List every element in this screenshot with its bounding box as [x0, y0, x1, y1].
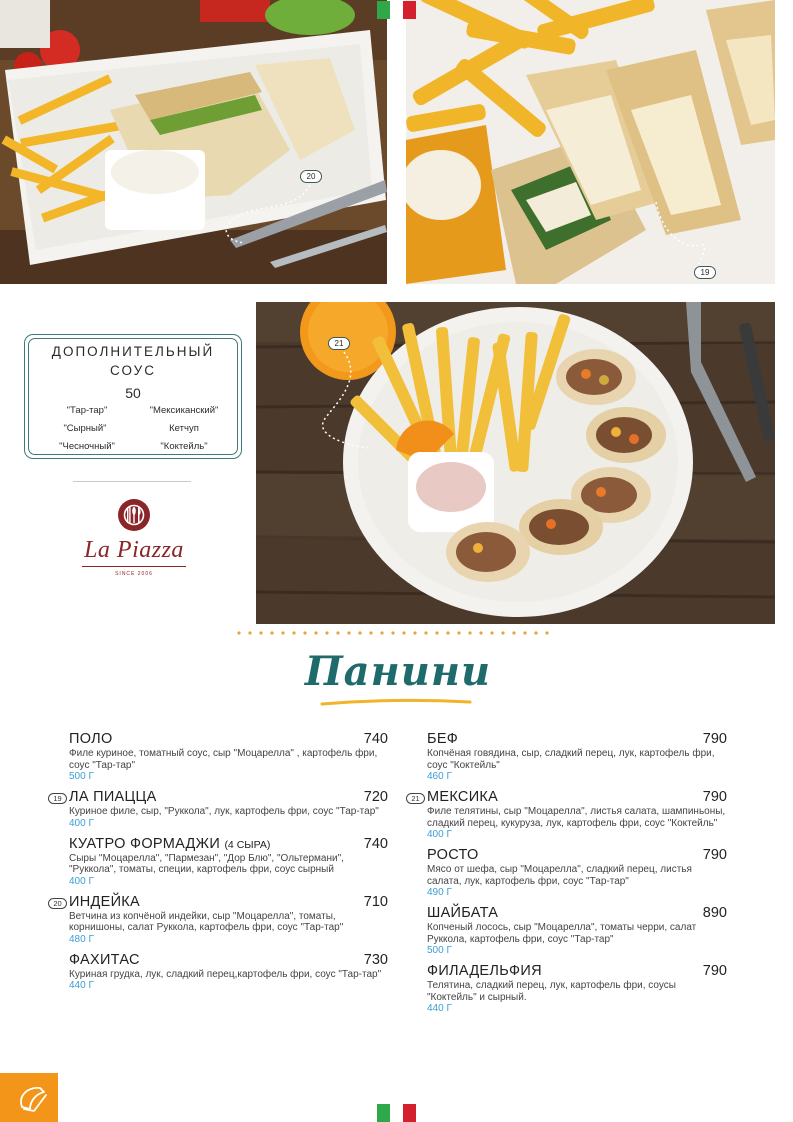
- italian-flag-icon: [377, 1, 416, 19]
- item-name: ФАХИТАС: [69, 951, 140, 968]
- item-note: (4 СЫРА): [224, 838, 271, 851]
- item-description: Ветчина из копчёной индейки, сыр "Моцарелла", томаты, корнишоны, салат Руккола, картофель фри, соус "Тар-тар": [69, 910, 344, 933]
- photo-ref-badge: 20: [48, 898, 67, 909]
- menu-item: [427, 963, 727, 1014]
- logo-underline: [82, 566, 186, 567]
- menu-column-right: [411, 731, 727, 1021]
- dotted-pointer-line: [651, 200, 711, 266]
- item-price: 790: [702, 731, 727, 747]
- sauce-price: 50: [125, 385, 141, 401]
- divider: [73, 481, 191, 482]
- la-piazza-logo: La Piazza: [84, 537, 184, 563]
- item-name: ШАЙБАТА: [427, 905, 499, 921]
- menu-item: [427, 905, 727, 956]
- dotted-pointer-line: [314, 350, 384, 450]
- section-title: Панини: [304, 648, 492, 695]
- item-description: Копченый лосось, сыр "Моцарелла", томаты черри, салат Руккола, картофель фри, соус "Тар-тар": [427, 922, 697, 945]
- sauce-option: "Коктейль": [160, 441, 208, 452]
- item-weight: 500 Г: [69, 771, 94, 782]
- photo-panini-indeyka: [0, 0, 387, 284]
- menu-item: [69, 731, 388, 782]
- sauce-option: "Мексиканский": [149, 405, 219, 416]
- italian-flag-icon: [377, 1104, 416, 1122]
- item-description: Мясо от шефа, сыр "Моцарелла", сладкий перец, листья салата, лук, картофель фри, соус "Тар-тар": [427, 864, 692, 887]
- menu-item: [69, 952, 388, 992]
- item-price: 740: [363, 731, 388, 747]
- item-weight: 400 Г: [427, 829, 452, 840]
- item-price: 790: [702, 963, 727, 979]
- photo-marker-badge: 19: [694, 266, 716, 279]
- item-name: КУАТРО ФОРМАДЖИ (4 СЫРА): [69, 835, 271, 852]
- photo-marker-badge: 20: [300, 170, 322, 183]
- logo-since: SINCE 2006: [115, 571, 153, 577]
- item-name: ЛА ПИАЦЦА: [69, 789, 157, 805]
- item-description: Филе куриное, томатный соус, сыр "Моцарелла" , картофель фри, соус "Тар-тар": [69, 748, 378, 771]
- photo-ref-badge: 21: [406, 793, 425, 804]
- item-weight: 500 Г: [427, 945, 452, 956]
- item-description: Куриное филе, сыр, "Руккола", лук, картофель фри, соус "Тар-тар": [69, 806, 379, 817]
- sauce-option: "Тар-тар": [66, 405, 108, 416]
- dotted-divider: [237, 631, 557, 635]
- photo-panini-la-piazza: [406, 0, 775, 284]
- item-description: Филе телятины, сыр "Моцарелла", листья салата, шампиньоны, сладкий перец, кукуруза, лук, картофель фри, соус "Коктейль": [427, 806, 726, 829]
- item-price: 790: [702, 847, 727, 863]
- item-name: МЕКСИКА: [427, 789, 499, 805]
- extra-sauce-box: [24, 334, 242, 459]
- menu-item: [53, 893, 388, 945]
- item-description: Сыры "Моцарелла", "Пармезан", "Дор Блю", "Ольтермани", "Руккола", томаты, специи, картофель фри, соус сырный: [69, 852, 344, 875]
- item-price: 890: [702, 905, 727, 921]
- item-name: БЕФ: [427, 731, 459, 747]
- sauce-option: "Чесночный": [59, 441, 115, 452]
- sauce-option: "Сырный": [63, 423, 107, 434]
- sauce-title: ДОПОЛНИТЕЛЬНЫЙ: [51, 344, 215, 359]
- dotted-pointer-line: [215, 183, 325, 248]
- menu-item: [427, 731, 727, 782]
- item-price: 740: [363, 835, 388, 852]
- item-weight: 490 Г: [427, 887, 452, 898]
- item-weight: 480 Г: [69, 933, 94, 945]
- item-price: 720: [363, 789, 388, 805]
- sauce-title: СОУС: [110, 363, 156, 378]
- item-description: Телятина, сладкий перец, лук, картофель фри, соусы "Коктейль" и сырный.: [427, 980, 676, 1003]
- item-price: 790: [702, 789, 727, 805]
- menu-item: [69, 836, 388, 887]
- item-price: 730: [363, 951, 388, 968]
- item-weight: 440 Г: [427, 1003, 452, 1014]
- item-name: ИНДЕЙКА: [69, 893, 141, 910]
- item-price: 710: [363, 893, 388, 910]
- menu-column-left: [53, 731, 388, 998]
- item-weight: 400 Г: [69, 817, 94, 829]
- item-weight: 440 Г: [69, 980, 94, 991]
- photo-panini-meksika: [256, 302, 775, 624]
- item-weight: 460 Г: [427, 771, 452, 782]
- menu-item: [53, 789, 388, 829]
- photo-marker-badge: 21: [328, 337, 350, 350]
- menu-item: [427, 847, 727, 898]
- cutlery-logo-icon: [116, 498, 152, 534]
- sauce-option: Кетчуп: [169, 423, 199, 434]
- item-name: ФИЛАДЕЛЬФИЯ: [427, 963, 542, 979]
- item-weight: 400 Г: [69, 875, 94, 887]
- item-description: Копчёная говядина, сыр, сладкий перец, лук, картофель фри, соус "Коктейль": [427, 748, 715, 771]
- menu-item: [411, 789, 727, 840]
- panini-icon: [0, 1073, 58, 1122]
- photo-ref-badge: 19: [48, 793, 67, 804]
- item-name: РОСТО: [427, 847, 479, 863]
- item-description: Куриная грудка, лук, сладкий перец,картофель фри, соус "Тар-тар": [69, 968, 382, 980]
- item-name: ПОЛО: [69, 731, 113, 747]
- category-tab: [0, 1073, 58, 1122]
